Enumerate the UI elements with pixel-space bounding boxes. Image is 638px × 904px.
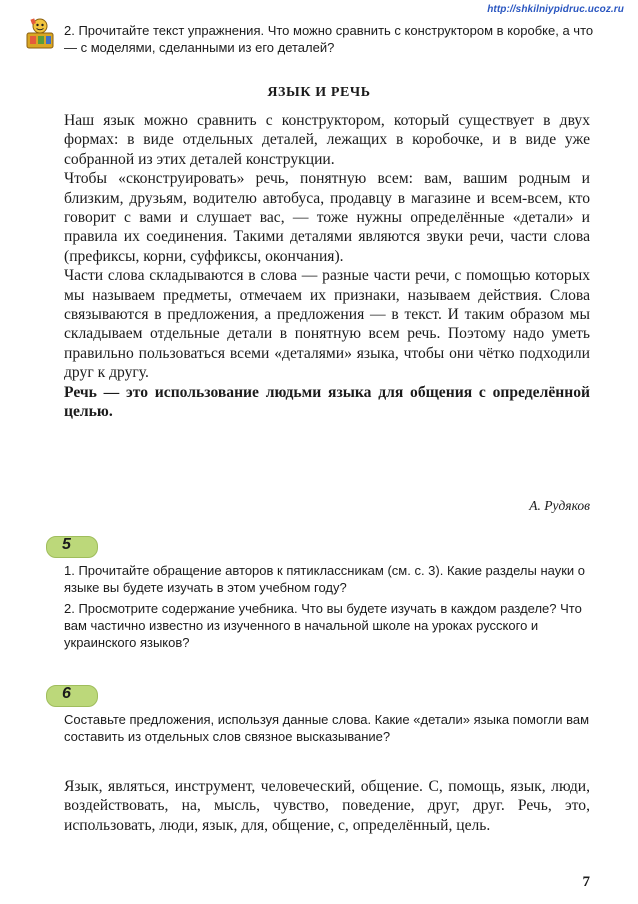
exercise-number: 6 [62,685,71,702]
exercise-5-badge [46,536,98,558]
exercise-6-words: Язык, являться, инструмент, человеческий, общение. С, помощь, язык, люди, воздействовать, на, мысль, чувство, поведение, друг, друг. Речь, это, использовать, люди, язык, для, общение, с, определённый, цель. [64,778,590,834]
paragraph: Части слова складываются в слова — разные части речи, с помощью которых мы называем предметы, отмечаем их признаки, называем действия. Слова связываются в предложения, а предложения — в текст. И таким образом мы складываем отдельные детали в понятную всем речь. Поэтому надо уметь правильно пользоваться всеми «деталями» языка, чтобы они чётко подходили друг к другу. [64,267,590,382]
exercise-6-text: Составьте предложения, используя данные слова. Какие «детали» языка помогли вам составить из отдельных слов связное высказывание? [64,712,590,744]
paragraph: Чтобы «сконструировать» речь, понятную всем: вам, вашим родным и близким, друзьям, водителю автобуса, продавцу в магазине и всем-всем, кто говорит с вами и слушает вас, — тоже нужны определённые «детали» и правила их соединения. Такими деталями являются звуки речи, части слова (префиксы, корни, суффиксы, окончания). [64,170,590,265]
conclusion-paragraph: Речь — это использование людьми языка для общения с определённой целью. [64,383,590,421]
source-url: http://shkilniypidruc.ucoz.ru [487,4,624,15]
paragraph: Наш язык можно сравнить с конструктором, который существует в двух формах: в виде отдельных деталей, лежащих в коробочке, и в виде уже собранной из этих деталей конструкции. [64,112,590,168]
exercise-5-item-1: 1. Прочитайте обращение авторов к пятиклассникам (см. с. 3). Какие разделы науки о языке вы будете изучать в этом учебном году? [64,563,586,595]
text-title: ЯЗЫК И РЕЧЬ [267,85,371,100]
exercise-5-item-2: 2. Просмотрите содержание учебника. Что вы будете изучать в каждом разделе? Что вам частично известно из изученного в начальной школе на уроках русского и украинского языков? [64,601,582,650]
exercise-6-badge [46,685,98,707]
task-intro: 2. Прочитайте текст упражнения. Что можно сравнить с конструктором в коробке, а что — с моделями, сделанными из его деталей? [64,23,594,55]
reading-task-icon [24,16,56,50]
exercise-6-task [64,711,590,745]
author-signature: А. Рудяков [529,498,590,513]
page-number: 7 [582,874,590,890]
exercise-number: 5 [62,536,71,553]
main-text [64,111,590,422]
exercise-5 [64,562,594,655]
